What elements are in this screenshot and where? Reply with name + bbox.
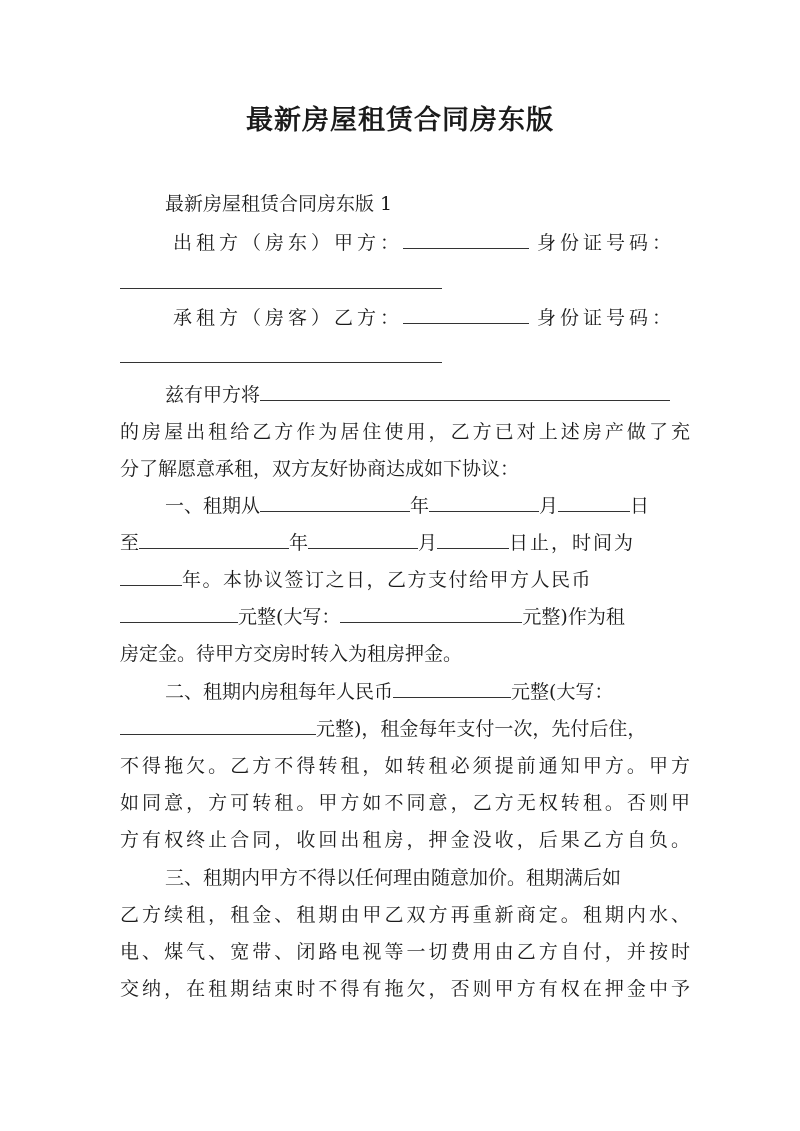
end-month-blank <box>308 530 418 549</box>
clause1-text-g: 月 <box>418 532 438 554</box>
intro-line-3: 分了解愿意承租，双方友好协商达成如下协议： <box>120 458 520 480</box>
intro-text-1: 兹有甲方将 <box>165 384 261 406</box>
clause2-text-b: 元整(大写： <box>511 681 614 703</box>
clause1-text-h: 日止，时间为 <box>509 532 636 554</box>
clause2-text-c: 元整)，租金每年支付一次，先付后住， <box>316 718 647 740</box>
lessor-id-label: 身份证号码： <box>537 232 676 254</box>
clause1-line-2 <box>120 530 690 556</box>
document-title: 最新房屋租赁合同房东版 <box>246 105 554 136</box>
clause1-text-d: 日 <box>630 495 650 517</box>
property-address-blank <box>260 382 670 401</box>
start-day-blank <box>558 493 630 512</box>
annual-rent-words-blank <box>120 716 316 735</box>
clause3-line-2: 乙方续租，租金、租期由甲乙双方再重新商定。租期内水、 <box>120 904 690 926</box>
clause1-line-3 <box>120 567 690 593</box>
clause2-text-a: 二、租期内房租每年人民币 <box>165 681 394 703</box>
clause3-line-3: 电、煤气、宽带、闭路电视等一切费用由乙方自付，并按时 <box>120 941 690 963</box>
lessor-line <box>173 230 693 256</box>
start-year-blank <box>260 493 410 512</box>
clause2-line-4: 如同意，方可转租。甲方如不同意，乙方无权转租。否则甲 <box>120 792 690 814</box>
lessee-name-blank <box>403 305 529 324</box>
deposit-amount-blank <box>120 604 238 623</box>
lessee-label: 承租方（房客）乙方： <box>173 307 404 329</box>
clause1-text-i: 年。本协议签订之日，乙方支付给甲方人民币 <box>182 569 593 591</box>
end-day-blank <box>437 530 509 549</box>
clause1-line-1 <box>165 493 690 519</box>
intro-line-1 <box>165 382 690 408</box>
lessor-label: 出租方（房东）甲方： <box>173 232 404 254</box>
clause2-line-5: 方有权终止合同，收回出租房，押金没收，后果乙方自负。 <box>120 829 690 851</box>
lessee-line <box>173 305 693 331</box>
lessor-id-blank <box>120 288 442 289</box>
annual-rent-blank <box>393 679 511 698</box>
clause1-line-5: 房定金。待甲方交房时转入为租房押金。 <box>120 643 463 665</box>
clause1-text-j: 元整(大写： <box>238 606 341 628</box>
term-years-blank <box>120 567 182 586</box>
lessor-name-blank <box>403 230 529 249</box>
clause2-line-3: 不得拖欠。乙方不得转租，如转租必须提前通知甲方。甲方 <box>120 755 690 777</box>
lessee-id-label: 身份证号码： <box>537 307 676 329</box>
clause1-text-c: 月 <box>539 495 559 517</box>
lessee-id-blank <box>120 362 442 363</box>
clause1-text-e: 至 <box>120 532 140 554</box>
end-year-blank <box>139 530 289 549</box>
clause1-text-a: 一、租期从 <box>165 495 261 517</box>
clause1-text-f: 年 <box>289 532 309 554</box>
clause1-line-4 <box>120 604 690 630</box>
intro-line-2: 的房屋出租给乙方作为居住使用，乙方已对上述房产做了充 <box>120 421 690 443</box>
clause1-text-b: 年 <box>410 495 430 517</box>
clause3-line-1: 三、租期内甲方不得以任何理由随意加价。租期满后如 <box>165 867 622 889</box>
start-month-blank <box>429 493 539 512</box>
clause2-line-2 <box>120 716 690 742</box>
subtitle: 最新房屋租赁合同房东版 1 <box>165 193 393 215</box>
clause1-text-k: 元整)作为租 <box>522 606 625 628</box>
deposit-words-blank <box>340 604 522 623</box>
clause3-line-4: 交纳，在租期结束时不得有拖欠，否则甲方有权在押金中予 <box>120 978 690 1000</box>
clause2-line-1 <box>165 679 690 705</box>
